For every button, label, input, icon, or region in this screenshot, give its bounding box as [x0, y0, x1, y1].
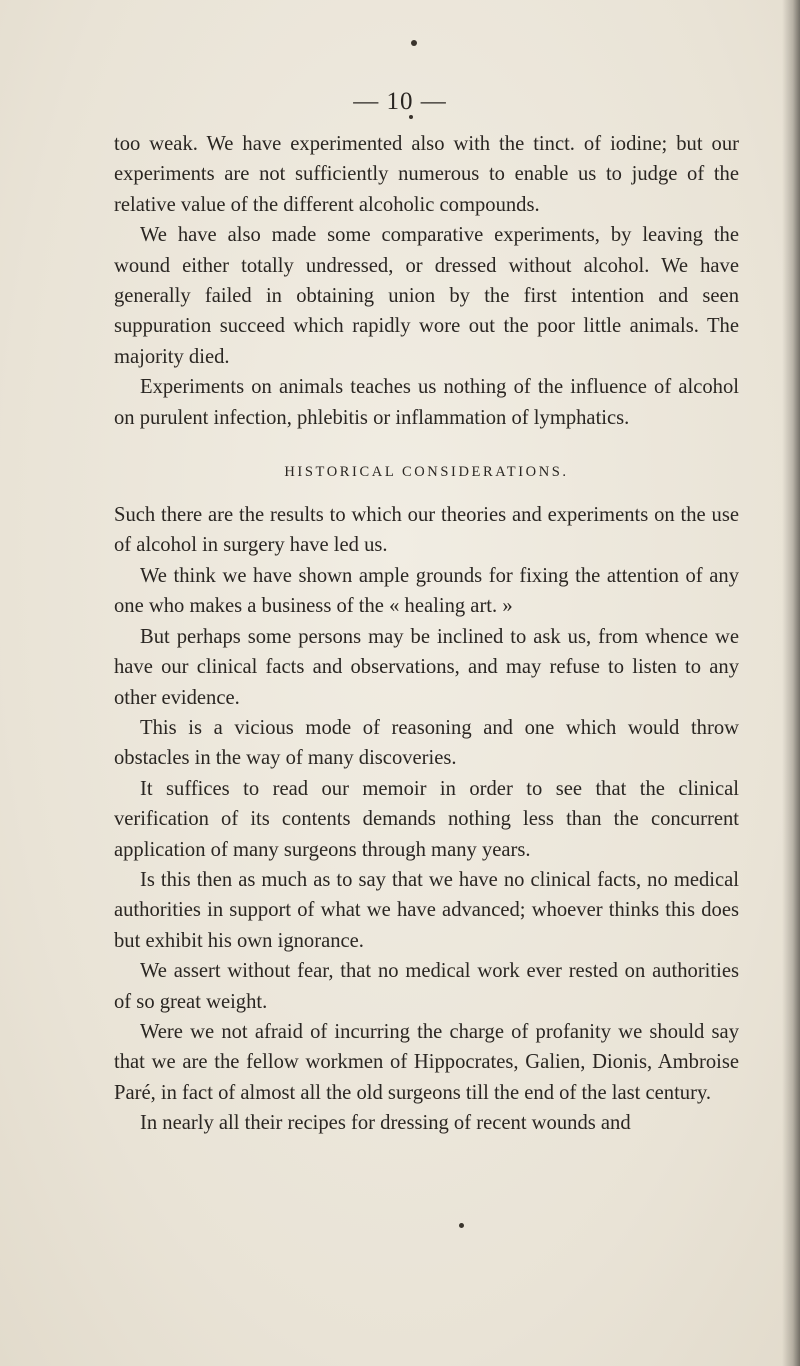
page-number: — 10 — — [353, 88, 447, 115]
page-edge-shadow — [782, 0, 800, 1366]
paragraph: Were we not afraid of incurring the charge of profanity we should say that we are the fellow workmen of Hippocrates, Galien, Dionis, Ambroise Paré, in fact of almost all the old surgeons till the end of the last century. — [114, 1020, 739, 1104]
paragraph: Experiments on animals teaches us nothing of the influence of alcohol on purulent infection, phlebitis or inflammation of lymphatics. — [114, 376, 739, 429]
paragraph: In nearly all their recipes for dressing of recent wounds and — [140, 1112, 631, 1135]
paragraph: We have also made some comparative experiments, by leaving the wound either totally undressed, or dressed without alcohol. We have generally failed in obtaining union by the first intention and seen suppuration succeed which rapidly wore out the poor little animals. The majority died. — [114, 224, 739, 368]
paragraph: This is a vicious mode of reasoning and one which would throw obstacles in the way of many discoveries. — [114, 716, 739, 770]
paragraph: But perhaps some persons may be inclined to ask us, from whence we have our clinical facts and observations, and may refuse to listen to any other evidence. — [114, 625, 739, 709]
ink-speck — [459, 1223, 464, 1228]
paragraph: too weak. We have experimented also with the tinct. of iodine; but our experiments are not sufficiently numerous to enable us to judge of the relative value of the different alcoholic compounds. — [114, 133, 739, 216]
paragraph: We assert without fear, that no medical work ever rested on authorities of so great weight. — [114, 960, 739, 1013]
paragraph: Is this then as much as to say that we have no clinical facts, no medical authorities in support of what we have advanced; whoever thinks this does but exhibit his own ignorance. — [114, 868, 739, 952]
ink-speck — [411, 40, 417, 46]
paragraph: We think we have shown ample grounds for fixing the attention of any one who makes a business of the « healing art. » — [114, 564, 739, 618]
body-text — [114, 129, 739, 1139]
paragraph: Such there are the results to which our theories and experiments on the use of alcohol in surgery have led us. — [114, 504, 739, 557]
paragraph: It suffices to read our memoir in order to see that the clinical verification of its contents demands nothing less than the concurrent application of many surgeons through many years. — [114, 777, 739, 861]
section-heading: HISTORICAL CONSIDERATIONS. — [284, 464, 569, 481]
